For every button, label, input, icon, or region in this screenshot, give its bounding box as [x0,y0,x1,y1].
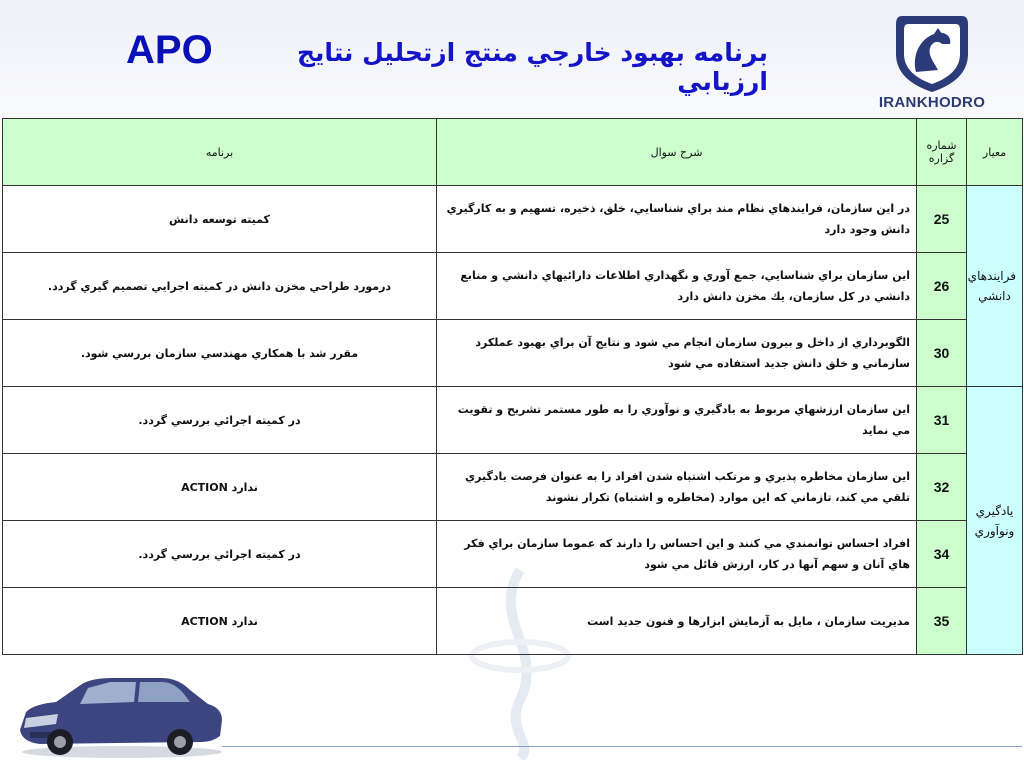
program-cell: در كميته اجرائي بررسي گردد. [3,387,437,454]
program-cell: ندارد ACTION [3,454,437,521]
description-cell: مديريت سازمان ، مايل به آزمايش ابزارها و فنون جديد است [437,588,917,655]
car-illustration [12,660,226,760]
irankhodro-logo [872,10,992,118]
horse-shield-icon [872,10,992,94]
logo-text: IRANKHODRO [878,94,986,111]
description-cell: در اين سازمان، فرايندهاي نظام مند براي شناسايي، خلق، ذخيره، تسهيم و به كارگيري دانش وجود دارد [437,186,917,253]
table-row [3,521,1023,588]
evaluation-table-wrap [2,118,1022,655]
table-row [3,253,1023,320]
description-cell: اين سازمان براي شناسايي، جمع آوري و نگهداري اطلاعات دارائيهاي دانشي و منابع دانشي در كل سازمان، يك مخزن دانش دارد [437,253,917,320]
table-row [3,454,1023,521]
table-header-row [3,119,1023,186]
header-program: برنامه [3,119,437,186]
program-cell: مقرر شد با همكاري مهندسي سازمان بررسي شود. [3,320,437,387]
number-cell: 35 [917,588,967,655]
number-cell: 25 [917,186,967,253]
description-cell: افراد احساس توانمندي مي كنند و اين احساس را دارند كه عموما سازمان براي فكر هاي آنان و سهم آنها در كار، ارزش قائل مي شود [437,521,917,588]
table-row [3,588,1023,655]
criterion-cell: يادگيري ونوآوري [967,387,1023,655]
page-title: برنامه بهبود خارجي منتج ازتحليل نتايج ارزيابي [297,38,768,96]
header-description: شرح سوال [437,119,917,186]
table-row [3,320,1023,387]
header-number: شماره گزاره [917,119,967,186]
description-cell: اين سازمان مخاطره پذيري و مرتكب اشتباه شدن افراد را به عنوان فرصت يادگيري تلقي مي كند، تازماني كه اين موارد (مخاطره و اشتباه) تكرار نشوند [437,454,917,521]
program-cell: ندارد ACTION [3,588,437,655]
description-cell: الگوبرداري از داخل و بيرون سازمان انجام مي شود و نتايج آن براي بهبود عملكرد سازماني و خلق دانش جديد استفاده مي شود [437,320,917,387]
table-row [3,186,1023,253]
program-cell: در كميته اجرائي بررسي گردد. [3,521,437,588]
header-criterion: معيار [967,119,1023,186]
number-cell: 26 [917,253,967,320]
footer-divider [222,746,1022,747]
apo-label: APO [126,28,213,72]
evaluation-table [2,118,1023,655]
table-row [3,387,1023,454]
program-cell: درمورد طراحي مخزن دانش در كميته اجرايي تصميم گيري گردد. [3,253,437,320]
number-cell: 30 [917,320,967,387]
number-cell: 31 [917,387,967,454]
program-cell: كميته توسعه دانش [3,186,437,253]
slide-header [0,0,1024,116]
description-cell: اين سازمان ارزشهاي مربوط به يادگيري و نوآوري را به طور مستمر تشريح و تقويت مي نمايد [437,387,917,454]
criterion-cell: فرايندهاي دانشي [967,186,1023,387]
number-cell: 32 [917,454,967,521]
number-cell: 34 [917,521,967,588]
